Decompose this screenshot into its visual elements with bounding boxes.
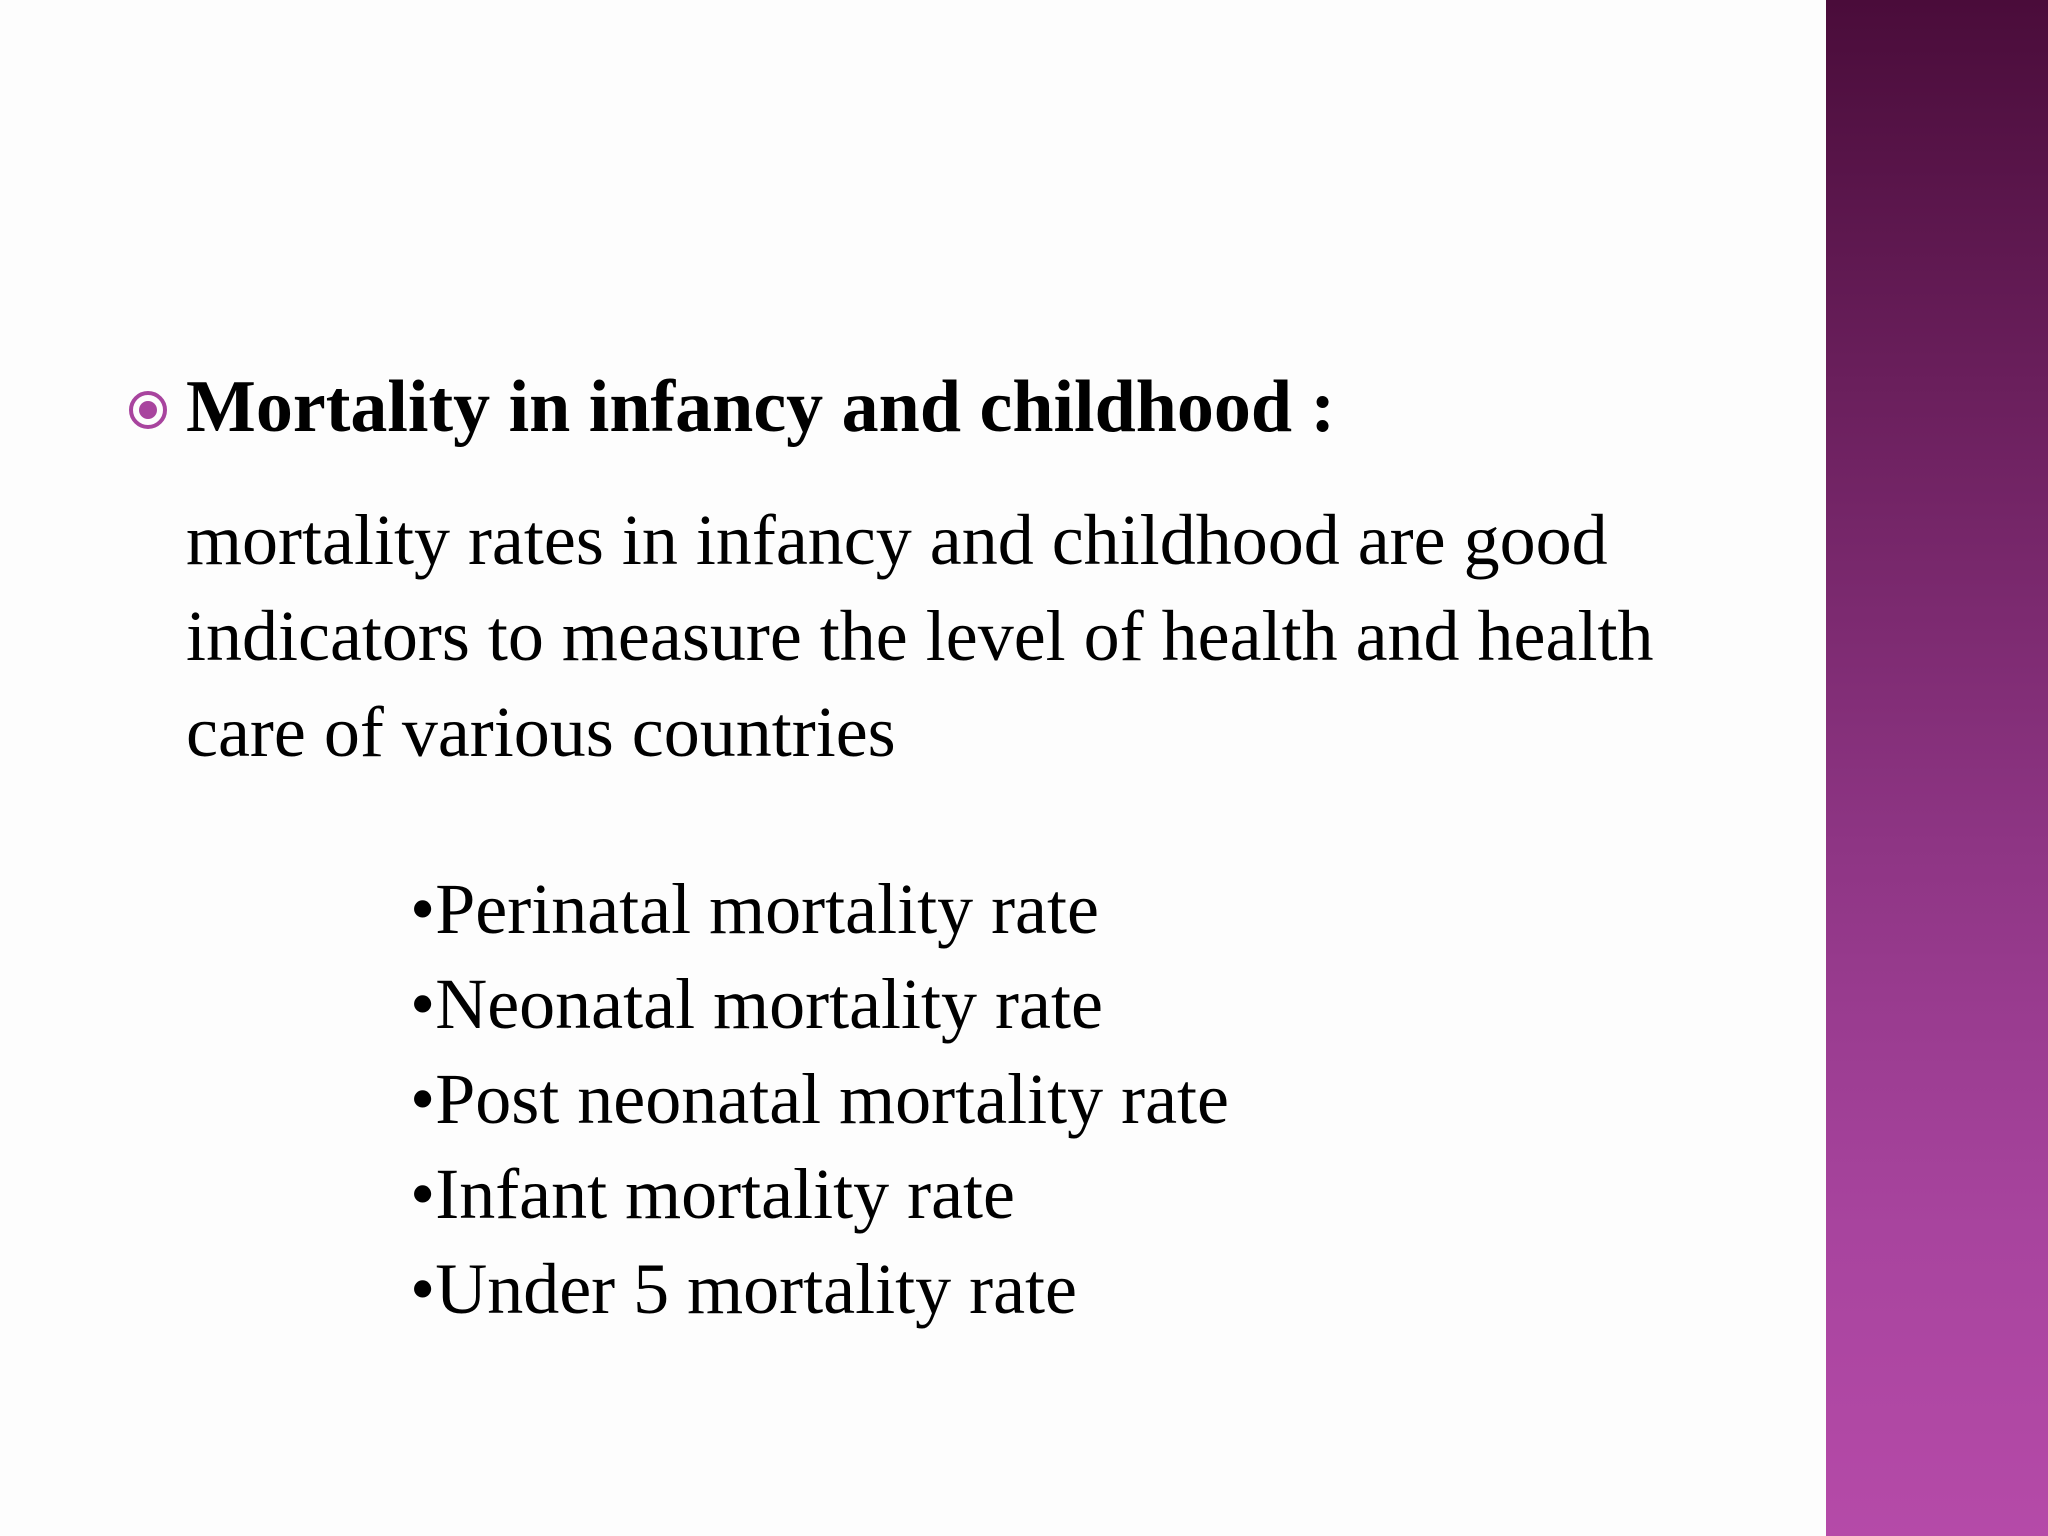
list-item <box>410 1242 1229 1337</box>
list-item <box>410 1147 1229 1242</box>
bullet-dot: • <box>410 1154 436 1234</box>
slide-heading: Mortality in infancy and childhood : <box>186 366 1336 448</box>
list-item <box>410 957 1229 1052</box>
list-item-label: Neonatal mortality rate <box>435 964 1103 1044</box>
target-bullet-icon <box>128 390 168 430</box>
bullet-dot: • <box>410 964 436 1044</box>
bullet-dot: • <box>410 1059 436 1139</box>
list-item-label: Perinatal mortality rate <box>435 869 1099 949</box>
bullet-dot: • <box>410 1249 436 1329</box>
bullet-dot: • <box>410 869 436 949</box>
mortality-rate-list <box>410 862 1229 1337</box>
list-item-label: Under 5 mortality rate <box>435 1249 1077 1329</box>
slide-body-text: mortality rates in infancy and childhood are good indicators to measure the level of health and health care of various countries <box>186 500 1654 772</box>
list-item <box>410 862 1229 957</box>
list-item-label: Infant mortality rate <box>435 1154 1015 1234</box>
heading-row <box>128 366 1336 448</box>
list-item-label: Post neonatal mortality rate <box>435 1059 1230 1139</box>
list-item <box>410 1052 1229 1147</box>
decorative-side-band <box>1826 0 2048 1536</box>
